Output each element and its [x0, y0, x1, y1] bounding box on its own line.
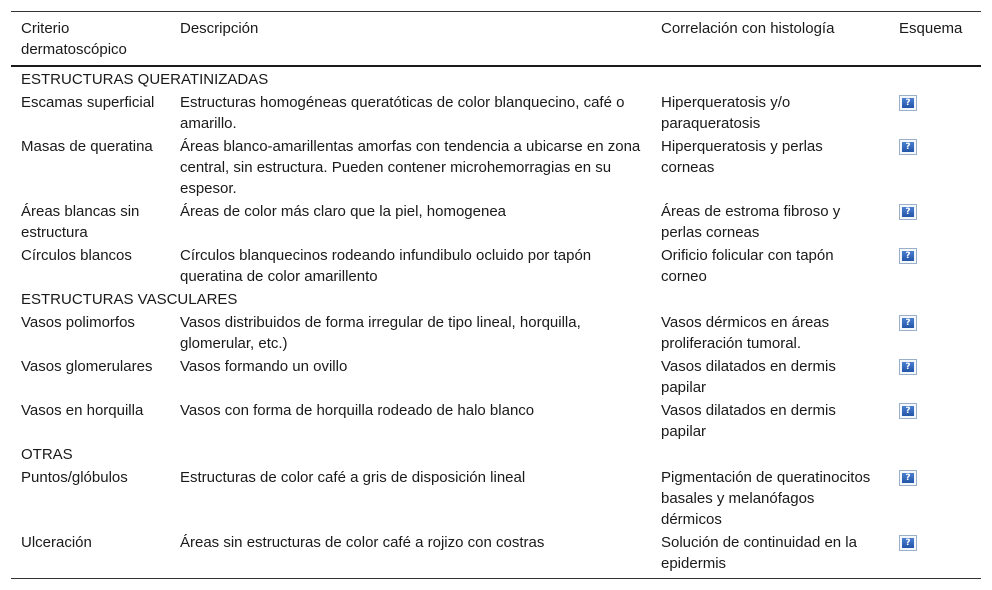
schema-image-label: ? — [902, 251, 914, 261]
descripcion-cell: Estructuras de color café a gris de disposición lineal — [180, 469, 526, 486]
correlacion-cell: Vasos dilatados en dermis papilar — [661, 358, 836, 396]
schema-image-icon[interactable] — [899, 204, 917, 220]
table-row — [11, 199, 981, 243]
schema-image-label: ? — [902, 538, 914, 548]
esquema-cell — [889, 530, 981, 574]
schema-image-icon[interactable] — [899, 139, 917, 155]
header-descripcion: Descripción — [180, 20, 259, 37]
schema-image-icon[interactable] — [899, 403, 917, 419]
criterio-cell: Áreas blancas sin estructura — [21, 203, 140, 241]
esquema-cell — [889, 90, 981, 134]
criterio-cell: Vasos en horquilla — [21, 402, 144, 419]
esquema-cell — [889, 465, 981, 530]
schema-image-icon[interactable] — [899, 248, 917, 264]
descripcion-cell: Círculos blanquecinos rodeando infundibulo ocluido por tapón queratina de color amarillento — [180, 247, 592, 285]
schema-image-icon[interactable] — [899, 95, 917, 111]
dermoscopy-table — [11, 11, 981, 579]
schema-image-icon[interactable] — [899, 535, 917, 551]
table-row — [11, 243, 981, 287]
criterio-cell: Círculos blancos — [21, 247, 132, 264]
table-row — [11, 90, 981, 134]
criterio-cell: Puntos/glóbulos — [21, 469, 128, 486]
section-title: ESTRUCTURAS VASCULARES — [21, 291, 238, 308]
header-correlacion: Correlación con histología — [661, 20, 835, 37]
header-esquema: Esquema — [899, 20, 963, 37]
correlacion-cell: Vasos dilatados en dermis papilar — [661, 402, 836, 440]
schema-image-icon[interactable] — [899, 470, 917, 486]
descripcion-cell: Áreas blanco-amarillentas amorfas con tendencia a ubicarse en zona central, sin estructura. Pueden contener microhemorragias en su espesor. — [180, 138, 641, 197]
table-header — [11, 12, 981, 67]
criterio-cell: Vasos polimorfos — [21, 314, 135, 331]
esquema-cell — [889, 310, 981, 354]
schema-image-label: ? — [902, 406, 914, 416]
table-row — [11, 134, 981, 199]
schema-image-label: ? — [902, 473, 914, 483]
descripcion-cell: Vasos formando un ovillo — [180, 358, 348, 375]
schema-image-icon[interactable] — [899, 359, 917, 375]
correlacion-cell: Orificio folicular con tapón corneo — [661, 247, 834, 285]
schema-image-icon[interactable] — [899, 315, 917, 331]
esquema-cell — [889, 398, 981, 442]
table-row — [11, 530, 981, 574]
esquema-cell — [889, 243, 981, 287]
esquema-cell — [889, 354, 981, 398]
table-row — [11, 354, 981, 398]
criterio-cell: Masas de queratina — [21, 138, 153, 155]
table-row — [11, 398, 981, 442]
schema-image-label: ? — [902, 362, 914, 372]
descripcion-cell: Estructuras homogéneas queratóticas de color blanquecino, café o amarillo. — [180, 94, 625, 132]
descripcion-cell: Áreas sin estructuras de color café a rojizo con costras — [180, 534, 545, 551]
descripcion-cell: Áreas de color más claro que la piel, homogenea — [180, 203, 507, 220]
schema-image-label: ? — [902, 207, 914, 217]
descripcion-cell: Vasos con forma de horquilla rodeado de halo blanco — [180, 402, 535, 419]
esquema-cell — [889, 134, 981, 199]
esquema-cell — [889, 199, 981, 243]
schema-image-label: ? — [902, 142, 914, 152]
table-body — [11, 67, 981, 578]
correlacion-cell: Vasos dérmicos en áreas proliferación tumoral. — [661, 314, 830, 352]
correlacion-cell: Solución de continuidad en la epidermis — [661, 534, 857, 572]
correlacion-cell: Hiperqueratosis y perlas corneas — [661, 138, 823, 176]
descripcion-cell: Vasos distribuidos de forma irregular de tipo lineal, horquilla, glomerular, etc.) — [180, 314, 581, 352]
table-row — [11, 310, 981, 354]
table-row — [11, 465, 981, 530]
criterio-cell: Vasos glomerulares — [21, 358, 153, 375]
correlacion-cell: Pigmentación de queratinocitos basales y melanófagos dérmicos — [661, 469, 871, 528]
schema-image-label: ? — [902, 98, 914, 108]
correlacion-cell: Áreas de estroma fibroso y perlas corneas — [661, 203, 841, 241]
criterio-cell: Escamas superficial — [21, 94, 155, 111]
section-title: OTRAS — [21, 446, 73, 463]
criterio-cell: Ulceración — [21, 534, 92, 551]
section-title: ESTRUCTURAS QUERATINIZADAS — [21, 71, 269, 88]
correlacion-cell: Hiperqueratosis y/o paraqueratosis — [661, 94, 791, 132]
schema-image-label: ? — [902, 318, 914, 328]
header-criterio: Criterio dermatoscópico — [21, 20, 127, 58]
